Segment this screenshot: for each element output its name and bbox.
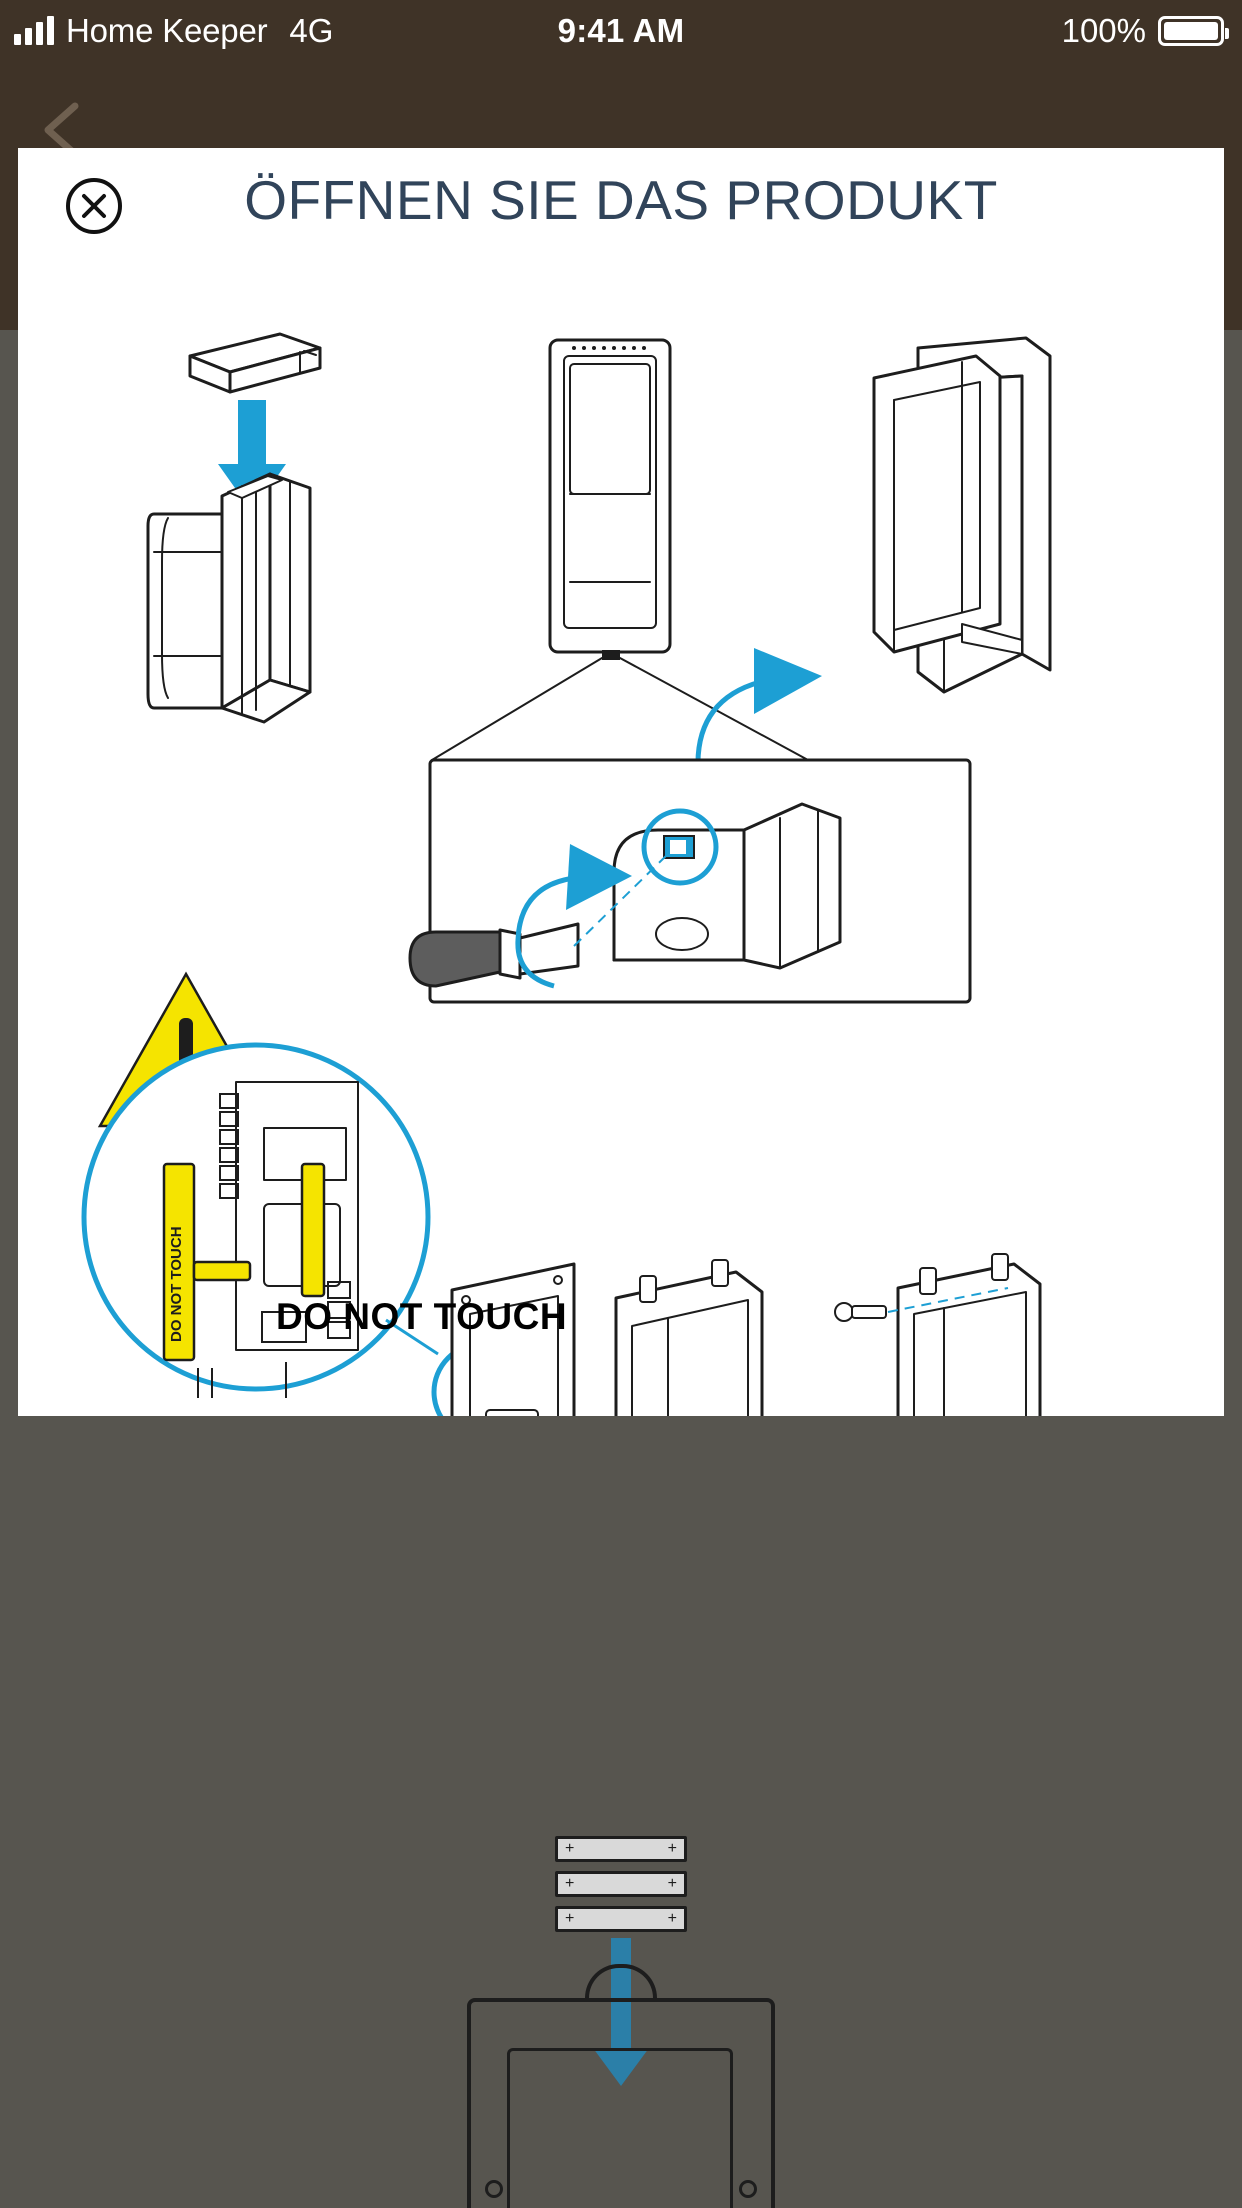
page-title: ÖFFNEN SIE DAS PRODUKT: [244, 169, 998, 231]
status-bar-right: [1062, 12, 1224, 50]
battery-cell: [555, 1871, 687, 1897]
battery-insert-diagram: [401, 1828, 841, 2208]
device-outline: [467, 1998, 775, 2208]
battery-cell: [555, 1836, 687, 1862]
carrier-label: Home Keeper: [66, 12, 268, 49]
do-not-touch-label: DO NOT TOUCH: [276, 1296, 568, 1337]
device-inner-outline: [507, 2048, 733, 2208]
svg-text:DO NOT TOUCH: DO NOT TOUCH: [168, 1226, 185, 1342]
device-screw-dot: [739, 2180, 757, 2198]
product-opening-diagram: [18, 252, 1224, 1416]
modal-header: [18, 148, 1224, 252]
device-screw-dot: [485, 2180, 503, 2198]
status-bar: [0, 0, 1242, 62]
clock-label: 9:41 AM: [557, 12, 685, 49]
battery-stack: [555, 1836, 687, 1941]
instruction-modal: [18, 148, 1224, 1416]
battery-cell: [555, 1906, 687, 1932]
battery-percent-label: 100%: [1061, 12, 1146, 49]
battery-full-icon: [1158, 16, 1224, 46]
network-mode-label: 4G: [289, 12, 334, 49]
